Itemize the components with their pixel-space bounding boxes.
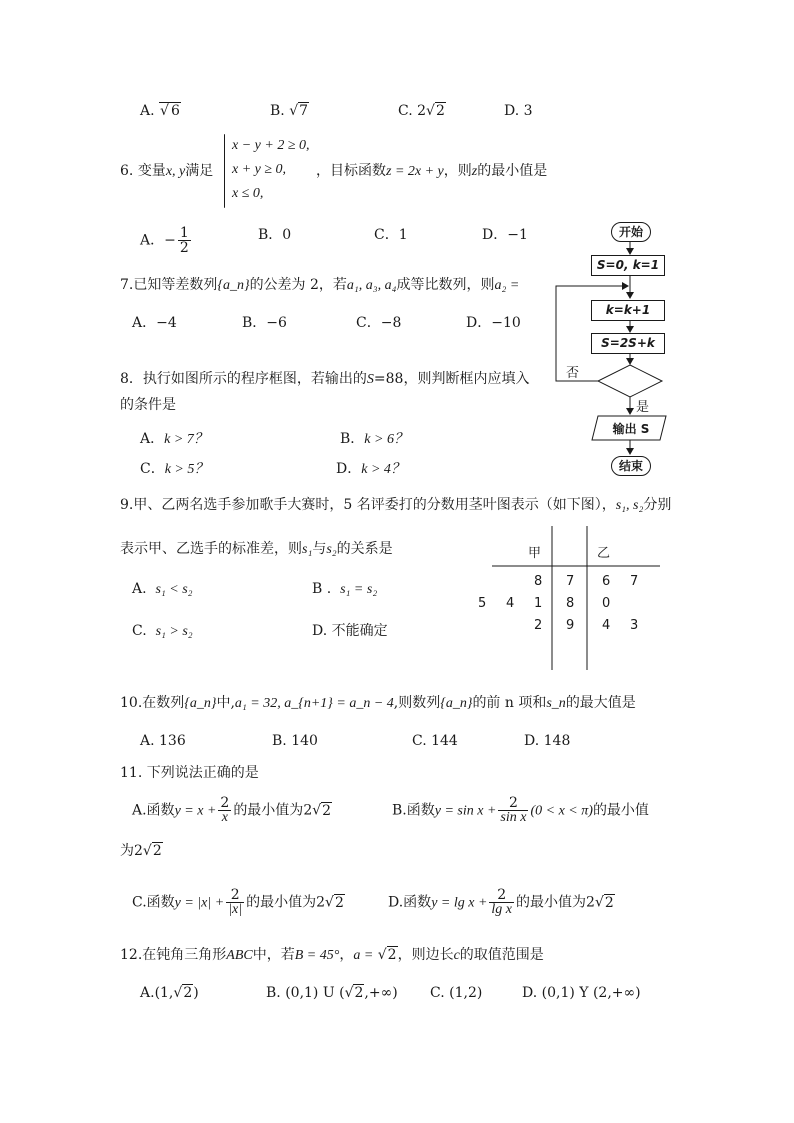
stem-leaf-cell: 8 bbox=[534, 574, 543, 589]
stem-leaf-cell: 4 bbox=[506, 596, 515, 611]
flowchart-yes-label: 是 bbox=[636, 400, 650, 415]
q10-option-a: A. 136 bbox=[140, 733, 186, 749]
q6-option-a: A．− $\frac{1}{2}$ bbox=[140, 225, 189, 256]
q8-option-b: B．k > 6？ bbox=[340, 431, 408, 447]
q8-stem: 8．执行如图所示的程序框图，若输出的S=88，则判断框内应填入 bbox=[120, 371, 530, 387]
q12-option-b: B. (0,1) U (√2,+∞) bbox=[266, 985, 398, 1001]
q7-stem: 7.已知等差数列{a_n}的公差为 2，若a₁, a₃, a₄成等比数列，则a₂ = bbox=[120, 277, 520, 293]
stem-leaf-cell: 1 bbox=[534, 596, 543, 611]
q5-option-b: B. √7 bbox=[270, 103, 309, 119]
flowchart-step-s: S=2S+k bbox=[591, 333, 665, 354]
q8-stem-cont: 的条件是 bbox=[120, 397, 176, 413]
q5-option-a: A. √ 6 bbox=[140, 103, 180, 119]
q5-option-d: D. 3 bbox=[504, 103, 533, 119]
q9-option-c: C. s₁ > s₂ bbox=[132, 623, 193, 639]
q12-option-d: D. (0,1) Y (2,+∞) bbox=[522, 985, 641, 1001]
q11-option-c: C.函数y = |x| + $\frac{2}{|x|}$ 的最小值为2√2 bbox=[132, 887, 344, 917]
q12-option-a: A.(1,√2) bbox=[140, 985, 199, 1001]
flowchart-start: 开始 bbox=[611, 222, 651, 242]
stem-leaf-stem: 9 bbox=[566, 618, 575, 633]
q10-option-c: C. 144 bbox=[412, 733, 458, 749]
stem-leaf-title-left: 甲 bbox=[528, 546, 542, 561]
q6-constraint-3: x ≤ 0, bbox=[232, 186, 264, 201]
q11-stem: 11. 下列说法正确的是 bbox=[120, 765, 259, 781]
q9-option-b: B . s₁ = s₂ bbox=[312, 581, 378, 597]
q7-option-b: B．−6 bbox=[242, 315, 287, 331]
q7-option-d: D．−10 bbox=[466, 315, 521, 331]
q12-stem: 12.在钝角三角形ABC中，若B = 45°，a = √2，则边长c的取值范围是 bbox=[120, 947, 544, 963]
stem-leaf-cell: 5 bbox=[478, 596, 487, 611]
q6-constraint-1: x − y + 2 ≥ 0, bbox=[232, 138, 310, 153]
q10-stem: 10.在数列{a_n}中,a₁ = 32, a_{n+1} = a_n − 4,则数列{a_n}的前 n 项和s_n的最大值是 bbox=[120, 695, 636, 711]
q11-option-d: D.函数y = lg x + $\frac{2}{\text{lg x}}$ 的最小值为2√2 bbox=[388, 887, 614, 917]
q5-option-c: C. 2√2 bbox=[398, 103, 445, 119]
q6-stem: 6. 变量x, y满足 bbox=[120, 163, 214, 179]
flowchart-init: S=0, k=1 bbox=[591, 255, 665, 276]
q9-stem-cont: 表示甲、乙选手的标准差，则s₁与s₂的关系是 bbox=[120, 541, 393, 557]
q9-option-a: A. s₁ < s₂ bbox=[132, 581, 193, 597]
q6-constraint-2: x + y ≥ 0, bbox=[232, 162, 287, 177]
stem-leaf-cell: 0 bbox=[602, 596, 611, 611]
q11-option-b-cont: 为2√2 bbox=[120, 843, 162, 859]
stem-leaf-stem: 7 bbox=[566, 574, 575, 589]
stem-leaf-cell: 2 bbox=[534, 618, 543, 633]
q6-option-d: D．−1 bbox=[482, 227, 528, 243]
q7-option-c: C．−8 bbox=[356, 315, 402, 331]
q11-option-b: B.函数y = sin x + $\frac{2}{\text{sin x}}$ (0 < x < π)的最小值 bbox=[392, 795, 649, 825]
stem-leaf-cell: 6 bbox=[602, 574, 611, 589]
q11-option-a: A.函数y = x + $\frac{2}{x}$ 的最小值为2√2 bbox=[132, 795, 332, 825]
q6-stem-tail: ，目标函数z = 2x + y，则z的最小值是 bbox=[316, 163, 548, 179]
stem-leaf-cell: 7 bbox=[630, 574, 639, 589]
q8-option-d: D．k > 4？ bbox=[336, 461, 405, 477]
stem-leaf-cell: 4 bbox=[602, 618, 611, 633]
flowchart-output: 输出 S bbox=[612, 422, 650, 436]
stem-leaf-title-right: 乙 bbox=[597, 546, 611, 561]
q6-option-c: C．1 bbox=[374, 227, 408, 243]
q12-option-c: C. (1,2) bbox=[430, 985, 483, 1001]
q10-option-b: B. 140 bbox=[272, 733, 318, 749]
stem-leaf-cell: 3 bbox=[630, 618, 639, 633]
q9-stem: 9.甲、乙两名选手参加歌手大赛时，5 名评委打的分数用茎叶图表示（如下图），s₁, s₂分别 bbox=[120, 497, 672, 513]
stem-leaf-stem: 8 bbox=[566, 596, 575, 611]
sqrt-symbol: √ bbox=[160, 103, 169, 119]
q10-option-d: D. 148 bbox=[524, 733, 571, 749]
flowchart-end: 结束 bbox=[611, 456, 651, 476]
q6-option-b: B．0 bbox=[258, 227, 292, 243]
q9-option-d: D. 不能确定 bbox=[312, 623, 388, 639]
q7-option-a: A．−4 bbox=[132, 315, 177, 331]
flowchart-no-label: 否 bbox=[566, 366, 580, 381]
flowchart-step-k: k=k+1 bbox=[591, 300, 665, 321]
q8-option-c: C．k > 5？ bbox=[140, 461, 209, 477]
q8-option-a: A．k > 7？ bbox=[140, 431, 208, 447]
